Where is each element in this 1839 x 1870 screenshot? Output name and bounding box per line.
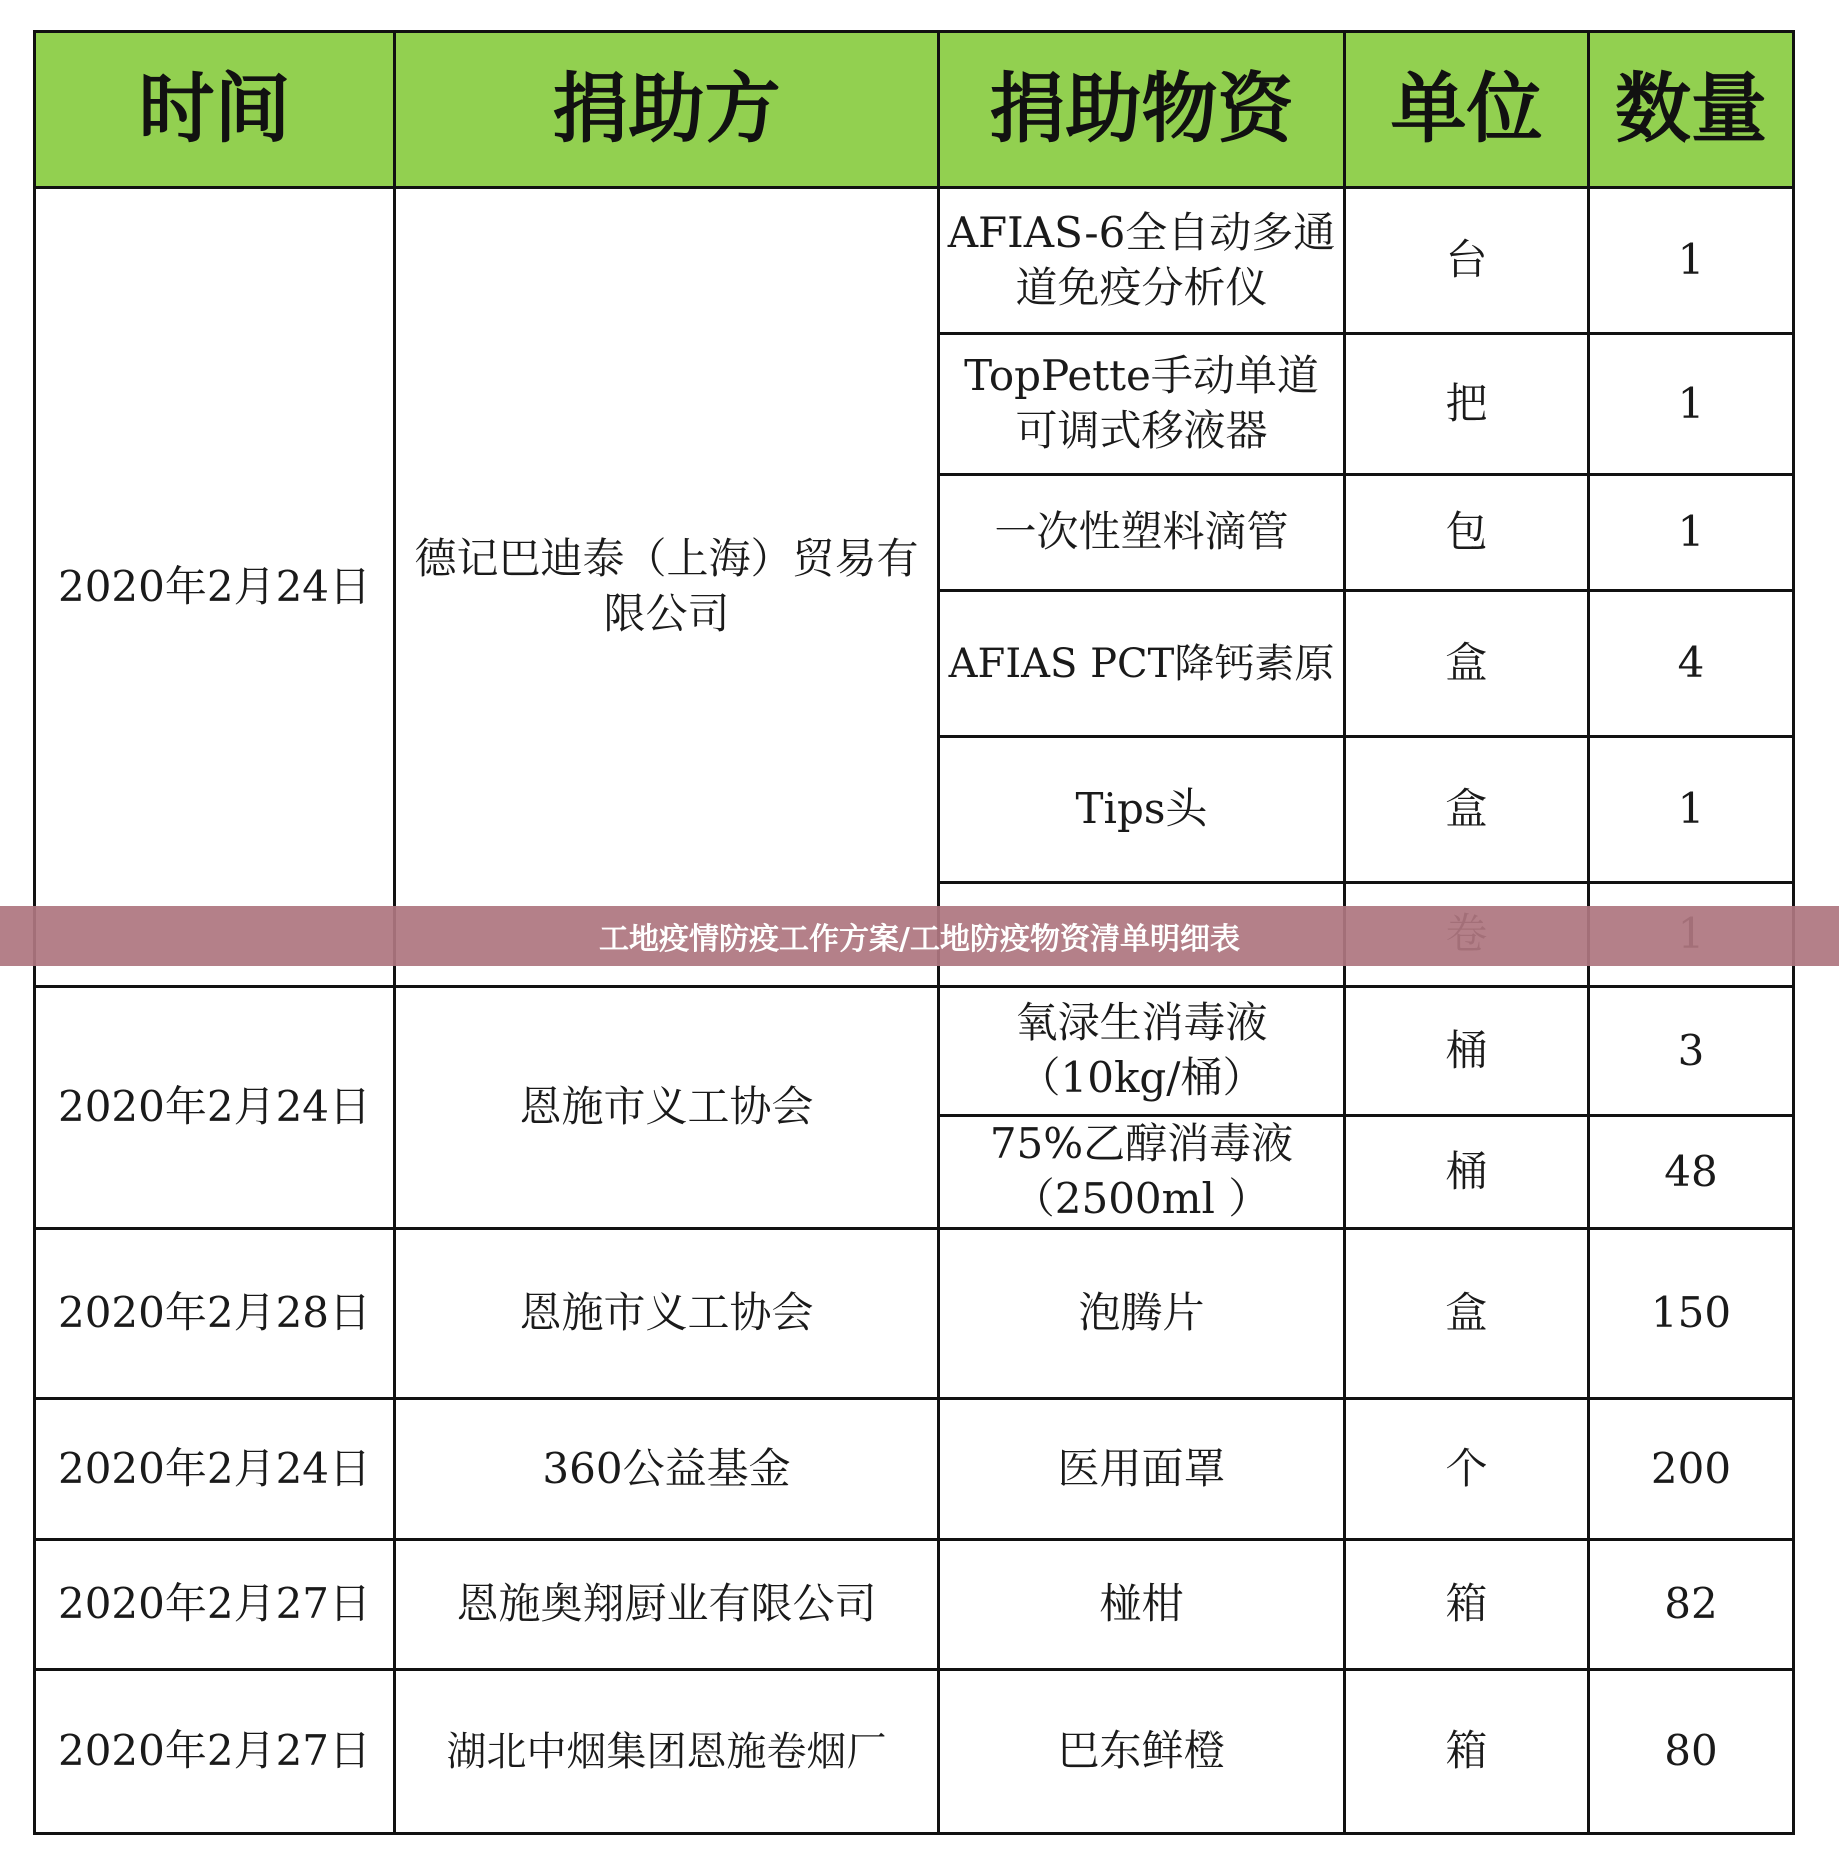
- table-row: [35, 1399, 1794, 1540]
- title-banner: [0, 906, 1839, 966]
- unit-cell: 包: [1345, 475, 1589, 591]
- quantity-cell: 1: [1589, 334, 1794, 475]
- banner-title: 工地疫情防疫工作方案/工地防疫物资清单明细表: [599, 922, 1240, 957]
- quantity-cell: 1: [1589, 475, 1794, 591]
- item-cell: AFIAS-6全自动多通道免疫分析仪: [939, 188, 1345, 334]
- unit-cell: 盒: [1345, 591, 1589, 737]
- unit-cell: 盒: [1345, 1229, 1589, 1399]
- quantity-cell: 200: [1589, 1399, 1794, 1540]
- unit-cell: 箱: [1345, 1540, 1589, 1670]
- unit-cell: 桶: [1345, 1116, 1589, 1229]
- unit-cell: 盒: [1345, 737, 1589, 883]
- unit-cell: 台: [1345, 188, 1589, 334]
- unit-cell: 个: [1345, 1399, 1589, 1540]
- date-cell: 2020年2月24日: [35, 987, 395, 1229]
- header-row: [35, 32, 1794, 188]
- date-cell: 2020年2月24日: [35, 1399, 395, 1540]
- date-cell: 2020年2月27日: [35, 1670, 395, 1834]
- header-unit: 单位: [1345, 32, 1589, 188]
- item-cell: TopPette手动单道可调式移液器: [939, 334, 1345, 475]
- header-items: 捐助物资: [939, 32, 1345, 188]
- item-cell: 一次性塑料滴管: [939, 475, 1345, 591]
- quantity-cell: 80: [1589, 1670, 1794, 1834]
- date-cell: 2020年2月28日: [35, 1229, 395, 1399]
- table-row: [35, 1540, 1794, 1670]
- table-row: [35, 188, 1794, 334]
- donor-cell: 湖北中烟集团恩施卷烟厂: [395, 1670, 939, 1834]
- table-row: [35, 1229, 1794, 1399]
- item-cell: 75%乙醇消毒液（2500ml ）: [939, 1116, 1345, 1229]
- quantity-cell: 82: [1589, 1540, 1794, 1670]
- item-cell: 巴东鲜橙: [939, 1670, 1345, 1834]
- quantity-cell: 150: [1589, 1229, 1794, 1399]
- header-date: 时间: [35, 32, 395, 188]
- quantity-cell: 1: [1589, 188, 1794, 334]
- table-row: [35, 987, 1794, 1116]
- header-quantity: 数量: [1589, 32, 1794, 188]
- unit-cell: 把: [1345, 334, 1589, 475]
- item-cell: Tips头: [939, 737, 1345, 883]
- donor-cell: 恩施市义工协会: [395, 987, 939, 1229]
- quantity-cell: 48: [1589, 1116, 1794, 1229]
- item-cell: 医用面罩: [939, 1399, 1345, 1540]
- unit-cell: 桶: [1345, 987, 1589, 1116]
- quantity-cell: 4: [1589, 591, 1794, 737]
- item-cell: 椪柑: [939, 1540, 1345, 1670]
- unit-cell: 箱: [1345, 1670, 1589, 1834]
- donor-cell: 恩施市义工协会: [395, 1229, 939, 1399]
- date-cell: 2020年2月27日: [35, 1540, 395, 1670]
- header-donor: 捐助方: [395, 32, 939, 188]
- donor-cell: 德记巴迪泰（上海）贸易有限公司: [395, 188, 939, 987]
- item-cell: 泡腾片: [939, 1229, 1345, 1399]
- donor-cell: 恩施奥翔厨业有限公司: [395, 1540, 939, 1670]
- table-row: [35, 1670, 1794, 1834]
- item-cell: 氧渌生消毒液（10kg/桶）: [939, 987, 1345, 1116]
- donor-cell: 360公益基金: [395, 1399, 939, 1540]
- quantity-cell: 1: [1589, 737, 1794, 883]
- quantity-cell: 3: [1589, 987, 1794, 1116]
- item-cell: AFIAS PCT降钙素原: [939, 591, 1345, 737]
- date-cell: 2020年2月24日: [35, 188, 395, 987]
